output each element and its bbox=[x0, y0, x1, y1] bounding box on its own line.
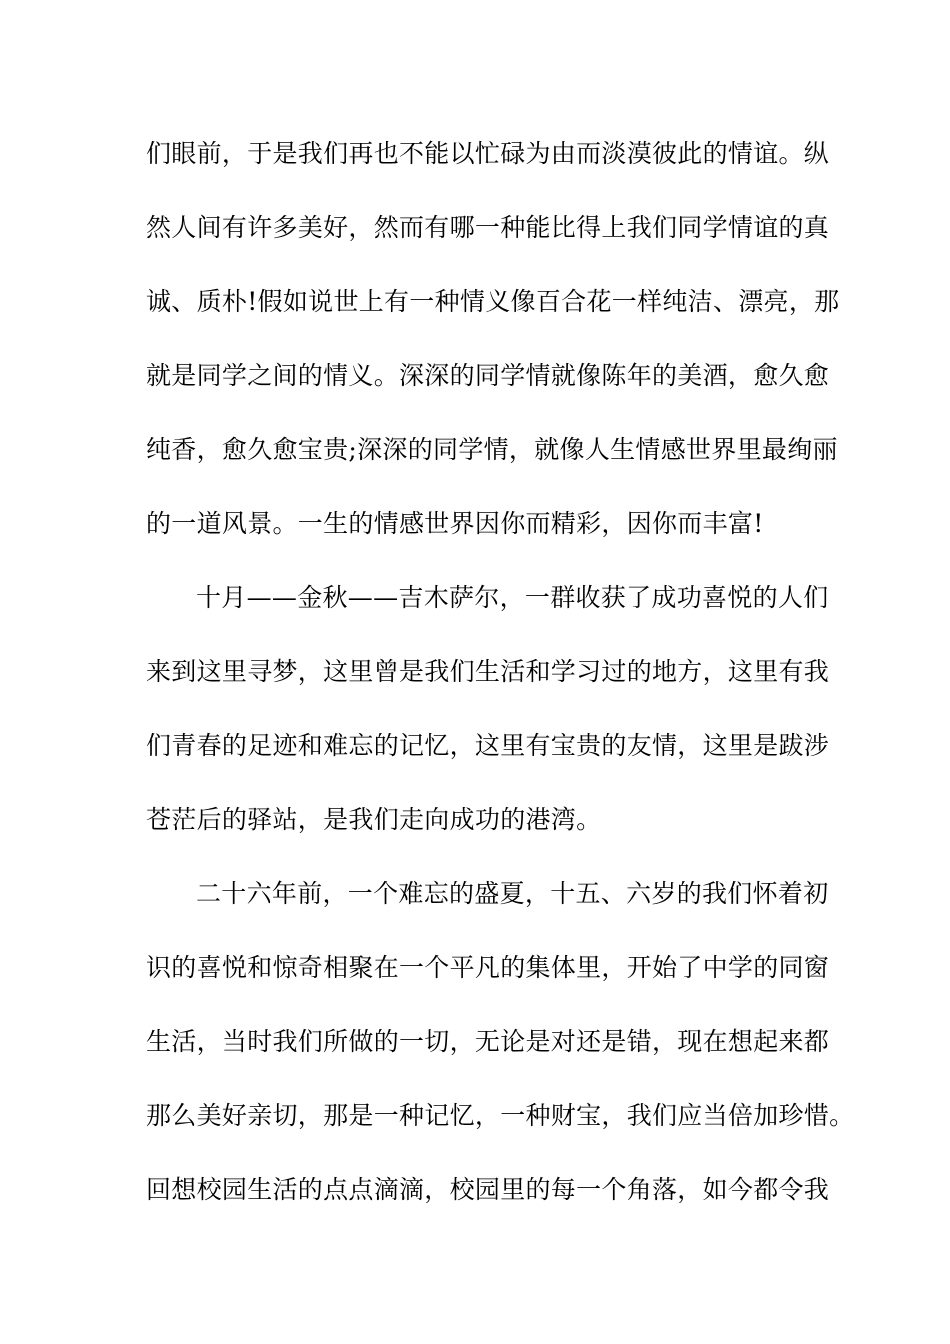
text-line-14: 那么美好亲切，那是一种记忆，一种财宝，我们应当倍加珍惜。 bbox=[146, 1101, 855, 1130]
text-line-10: 苍茫后的驿站，是我们走向成功的港湾。 bbox=[146, 805, 602, 834]
text-line-13: 生活，当时我们所做的一切，无论是对还是错，现在想起来都 bbox=[146, 1027, 830, 1056]
text-line-2: 然人间有许多美好，然而有哪一种能比得上我们同学情谊的真 bbox=[146, 213, 830, 242]
text-line-12: 识的喜悦和惊奇相聚在一个平凡的集体里，开始了中学的同窗 bbox=[146, 953, 830, 982]
text-line-9: 们青春的足迹和难忘的记忆，这里有宝贵的友情，这里是跋涉 bbox=[146, 731, 830, 760]
text-line-8: 来到这里寻梦，这里曾是我们生活和学习过的地方，这里有我 bbox=[146, 657, 830, 686]
text-line-6: 的一道风景。一生的情感世界因你而精彩，因你而丰富! bbox=[146, 509, 764, 538]
text-line-11: 二十六年前，一个难忘的盛夏，十五、六岁的我们怀着初 bbox=[196, 879, 829, 908]
text-line-15: 回想校园生活的点点滴滴，校园里的每一个角落，如今都令我 bbox=[146, 1175, 830, 1204]
document-body bbox=[146, 129, 855, 1239]
text-line-4: 就是同学之间的情义。深深的同学情就像陈年的美酒，愈久愈 bbox=[146, 361, 830, 390]
text-line-5: 纯香，愈久愈宝贵;深深的同学情，就像人生情感世界里最绚丽 bbox=[146, 435, 838, 464]
text-line-1: 们眼前，于是我们再也不能以忙碌为由而淡漠彼此的情谊。纵 bbox=[146, 139, 830, 168]
text-line-3: 诚、质朴!假如说世上有一种情义像百合花一样纯洁、漂亮，那 bbox=[146, 287, 840, 316]
text-line-7: 十月——金秋——吉木萨尔，一群收获了成功喜悦的人们 bbox=[196, 583, 829, 612]
